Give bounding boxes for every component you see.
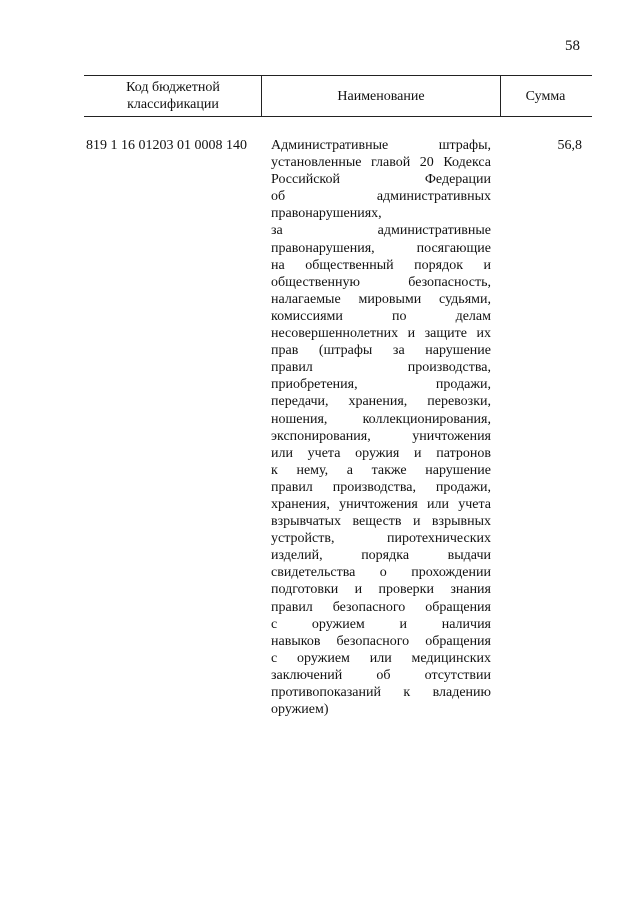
name-line: комиссиями по делам (271, 308, 491, 324)
name-line: правонарушения, посягающие (271, 240, 491, 256)
name-line: навыков безопасного обращения (271, 633, 491, 649)
name-line: подготовки и проверки знания (271, 582, 491, 598)
name-line: Административные штрафы, (271, 138, 491, 153)
header-name-label: Наименование (337, 88, 425, 104)
row-name-text (271, 137, 491, 718)
name-line: правил производства, (271, 360, 491, 376)
header-sum-label: Сумма (525, 88, 566, 104)
name-line: прав (штрафы за нарушение (271, 343, 491, 359)
header-code-label: Код бюджетной классификации (126, 80, 220, 112)
name-line: с оружием и наличия (271, 616, 491, 632)
name-line: к нему, а также нарушение (271, 462, 491, 478)
name-line: передачи, хранения, перевозки, (271, 394, 491, 410)
row-sum-value: 56,8 (557, 138, 582, 153)
name-line: хранения, уничтожения или учета (271, 496, 491, 512)
page-number: 58 (565, 38, 580, 54)
name-line: общественную безопасность, (271, 274, 491, 290)
header-sum-cell (501, 78, 590, 114)
name-line: противопоказаний к владению (271, 685, 491, 700)
name-line: правил производства, продажи, (271, 479, 491, 495)
name-line: налагаемые мировыми судьями, (271, 291, 491, 307)
name-line: с оружием или медицинских (271, 650, 491, 666)
header-code-cell (86, 78, 260, 114)
name-line: несовершеннолетних и защите их (271, 326, 491, 342)
name-line: устройств, пиротехнических (271, 531, 491, 547)
name-line: за административные (271, 223, 491, 239)
name-line: приобретения, продажи, (271, 377, 491, 393)
name-line: Российской Федерации (271, 172, 491, 188)
name-line: или учета оружия и патронов (271, 445, 491, 461)
name-line: заключений об отсутствии (271, 667, 491, 683)
name-line: на общественный порядок и (271, 257, 491, 273)
name-line: взрывчатых веществ и взрывных (271, 514, 491, 530)
name-line: ношения, коллекционирования, (271, 411, 491, 427)
header-name-cell (262, 78, 500, 114)
name-line: об административных (271, 189, 491, 205)
table-header-top-rule (84, 75, 592, 76)
name-line: экспонирования, уничтожения (271, 428, 491, 444)
name-line: правонарушениях, (271, 206, 382, 222)
row-budget-code: 819 1 16 01203 01 0008 140 (86, 138, 247, 153)
name-line: оружием) (271, 702, 329, 718)
table-header-bottom-rule (84, 116, 592, 117)
name-line: установленные главой 20 Кодекса (271, 155, 491, 171)
name-line: изделий, порядка выдачи (271, 548, 491, 564)
name-line: свидетельства о прохождении (271, 565, 491, 581)
name-line: правил безопасного обращения (271, 599, 491, 615)
